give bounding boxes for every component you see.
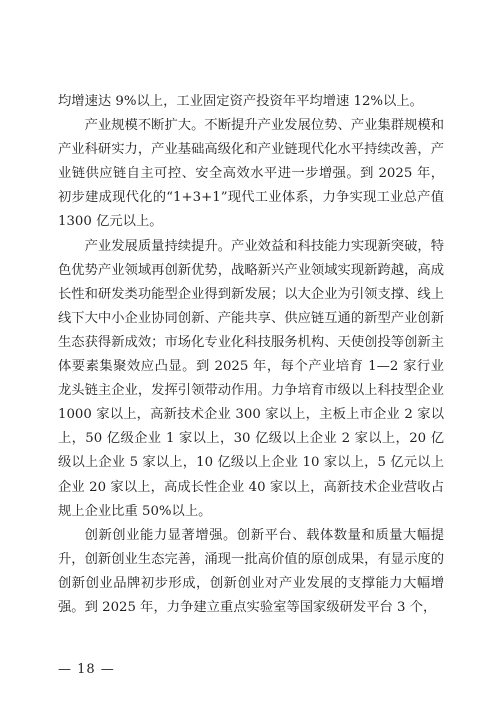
paragraph-development-quality: 产业发展质量持续提升。产业效益和科技能力实现新突破，特色优势产业领域再创新优势，战略新兴产业领域实现新跨越，高成长性和研发类功能型企业得到新发展；以大企业为引领支撑、线上线下大中小企业协同创新、产能共享、供应链互通的新型产业创新生态获得新成效；市场化专业化科技服务机构、天使创投等创新主体要素集聚效应凸显。到 2025 年，每个产业培育 1—2 家行业龙头链主企业，发挥引领带动作用。力争培育市级以上科技型企业 1000 家以上，高新技术企业 300 家以上，主板上市企业 2 家以上，50 亿级企业 1 家以上，30 亿级以上企业 2 家以上，20 亿级以上企业 5 家以上，10 亿级以上企业 10 家以上，5 亿元以上企业 20 家以上，高成长性企业 40 家以上，高新技术企业营收占规上企业比重 50%以上。: [58, 238, 444, 519]
paragraph-industry-scale: 产业规模不断扩大。不断提升产业发展位势、产业集群规模和产业科研实力，产业基础高级化和产业链现代化水平持续改善，产业链供应链自主可控、安全高效水平进一步增强。到 2025 年，初步建成现代化的“1+3+1”现代工业体系，力争实现工业总产值 1300 亿元以上。: [58, 118, 444, 230]
paragraph-innovation-capacity: 创新创业能力显著增强。创新平台、载体数量和质量大幅提升，创新创业生态完善，涌现一批高价值的原创成果，有显示度的创新创业品牌初步形成，创新创业对产业发展的支撑能力大幅增强。到 2025 年，力争建立重点实验室等国家级研发平台 3 个，: [58, 527, 444, 615]
paragraph-continuation: 均增速达 9%以上，工业固定资产投资年平均增速 12%以上。: [58, 94, 423, 109]
body-text: [58, 90, 444, 620]
page-number: — 18 —: [58, 662, 115, 677]
